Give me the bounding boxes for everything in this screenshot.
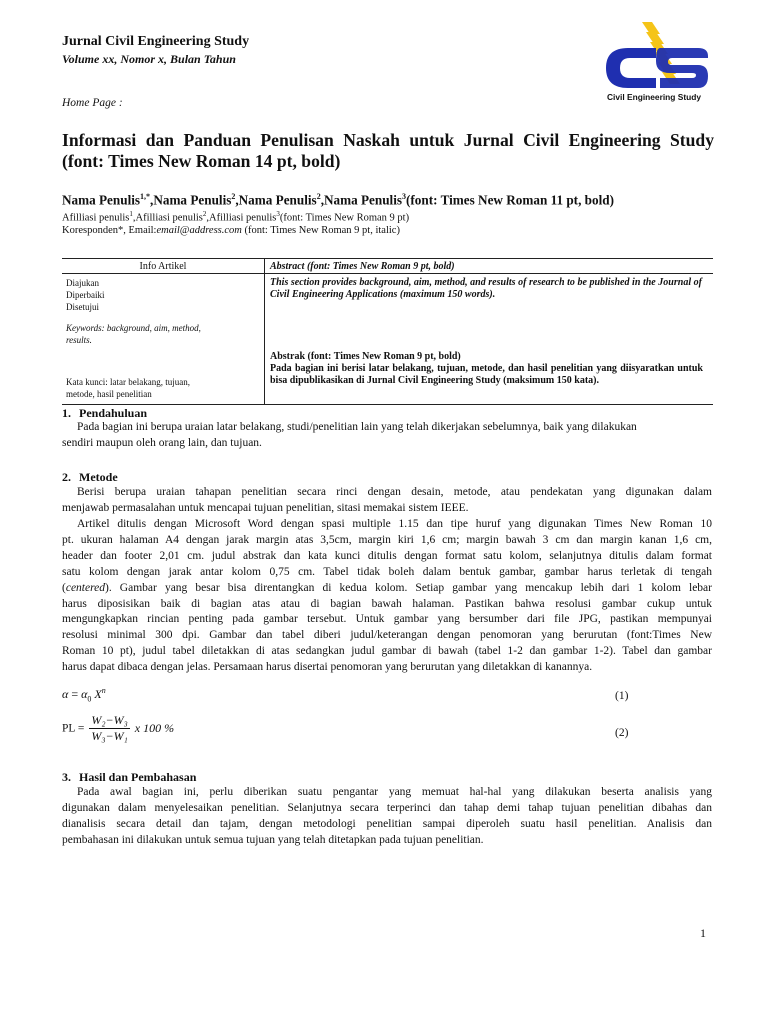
- paragraph-line: header dan footer 2,01 cm. judul abstrak dan kata kunci ditulis dengan format satu kolom, selanjutnya ditulis dalam format: [62, 549, 712, 562]
- table-column-divider: [264, 259, 265, 404]
- correspondence-line: [62, 225, 400, 236]
- equation-variable: X: [94, 687, 102, 701]
- affiliation-font-note: (font: Times New Roman 9 pt): [279, 212, 410, 224]
- paragraph-line: Pada awal bagian ini, perlu diberikan suatu pengantar yang memuat hal-hal yang dilakukan beserta analisis yang: [77, 786, 712, 798]
- equation-equals: =: [71, 687, 79, 701]
- logo-blue-letters: [606, 48, 708, 88]
- equation-2-number: (2): [615, 727, 629, 739]
- abstract-text-en: This section provides background, aim, method, and results of research to be published in the Journal of Civil Engineering Applications (maximum 150 words).: [270, 277, 702, 300]
- author-superscript: 1,*: [140, 192, 151, 201]
- paragraph-line: mengungkapkan rincian penting pada gambar tersebut. Untuk gambar yang bersumber dari file JPG, pastikan mempunyai: [62, 613, 712, 626]
- keywords-id-line2: metode, hasil penelitian: [66, 389, 152, 399]
- paragraph-line: digunakan dalam menyelesaikan penelitian. Selanjutnya secara terperinci dan tahap demi tahap tujuan penelitian dibahas dan: [62, 801, 712, 814]
- section-heading-hasil: [62, 770, 196, 785]
- page-number: 1: [700, 926, 706, 940]
- author-name: ,Nama Penulis: [320, 192, 403, 208]
- email-link[interactable]: email@address.com: [156, 225, 242, 236]
- italic-term: centered: [65, 581, 106, 594]
- correspondence-font-note: (font: Times New Roman 9 pt, italic): [241, 225, 400, 236]
- date-accepted: Disetujui: [66, 302, 99, 312]
- equation-lhs: PL =: [62, 722, 85, 735]
- equation-lhs: α: [62, 687, 69, 701]
- section-title: Metode: [79, 470, 118, 484]
- equation-2: [62, 713, 174, 744]
- section-title: Pendahuluan: [79, 406, 148, 420]
- section-number: 2.: [62, 470, 71, 484]
- equation-fraction: [89, 713, 129, 744]
- keywords-id-line1: Kata kunci: latar belakang, tujuan,: [66, 377, 190, 387]
- author-name: Nama Penulis: [62, 192, 141, 208]
- equation-1-number: (1): [615, 690, 629, 702]
- paragraph-line: dianalisis secara detail dan tajam, dengan metodologi penelitian sampai diperoleh suatu hasil penelitian. Analisis dan: [62, 817, 712, 830]
- equation-subscript: 0: [87, 694, 92, 704]
- author-list: [62, 192, 614, 208]
- paragraph-line: Pada bagian ini berupa uraian latar belakang, studi/penelitian lain yang telah dikerjakan sebelumnya, baik yang dilakukan: [77, 421, 637, 433]
- table-header-rule: [62, 273, 713, 274]
- affiliation-superscript: 1: [129, 210, 133, 218]
- paper-title: Informasi dan Panduan Penulisan Naskah untuk Jurnal Civil Engineering Study (font: Times New Roman 14 pt, bold): [62, 130, 714, 171]
- paragraph-line: sendiri maupun oleh orang lain, dan tujuan.: [62, 436, 262, 449]
- abstrak-heading: Abstrak (font: Times New Roman 9 pt, bold): [270, 351, 461, 362]
- author-font-note: (font: Times New Roman 11 pt, bold): [406, 192, 614, 208]
- keywords-en-line1: Keywords: background, aim, method,: [66, 323, 201, 333]
- equation-rest: x 100 %: [134, 721, 175, 735]
- section-number: 3.: [62, 770, 71, 784]
- affiliation-line: [62, 210, 409, 224]
- section-heading-metode: [62, 470, 118, 485]
- author-superscript: 3: [402, 192, 407, 201]
- paragraph-line: harus diposisikan baik di bagian atas atau di bagian bawah halaman. Pastikan bahwa resolusi gambar cukup untuk: [62, 597, 712, 610]
- paragraph-line: Roman 10 pt), judul tabel diletakkan di atas sedangkan judul gambar di bawah (tabel 1-2 dan gambar 1-2). Tabel dan gambar: [62, 645, 712, 658]
- section-title: Hasil dan Pembahasan: [79, 770, 197, 784]
- home-page-label[interactable]: Home Page :: [62, 97, 123, 109]
- section-2-paragraph-1: [62, 485, 712, 517]
- paragraph-line: pembahasan ini dilakukan untuk semua tujuan yang telah ditetapkan pada tujuan penelitian.: [62, 833, 484, 846]
- date-revised: Diperbaiki: [66, 290, 105, 300]
- table-top-rule: [62, 258, 713, 259]
- paragraph-line: resolusi minimal 300 dpi. Gambar dan tabel diberi judul/keterangan dengan penomoran yang berurutan (font:Times New: [62, 629, 712, 642]
- abstract-heading: Abstract (font: Times New Roman 9 pt, bold): [270, 261, 455, 272]
- author-name: ,Nama Penulis: [235, 192, 317, 208]
- abstrak-text-id: Pada bagian ini berisi latar belakang, tujuan, metode, dan hasil penelitian yang diisyaratkan untuk bisa dipublikasikan di Jurnal Civil Engineering Study (maksimum 150 kata).: [270, 363, 703, 386]
- keywords-en-line2: results.: [66, 335, 92, 345]
- affiliation-superscript: 3: [276, 210, 280, 218]
- section-3-paragraph: [62, 785, 712, 849]
- section-heading-pendahuluan: [62, 406, 147, 421]
- section-2-paragraph-2: [62, 517, 712, 676]
- paragraph-line: Berisi berupa uraian tahapan penelitian secara rinci dengan desain, metode, atau pendekatan yang digunakan dalam: [77, 486, 712, 498]
- paragraph-line: Artikel ditulis dengan Microsoft Word dengan spasi multiple 1.15 dan tipe huruf yang digunakan Times New Roman 10: [77, 518, 712, 530]
- equation-exponent: n: [101, 686, 106, 695]
- affiliation-text: ,Afilliasi penulis: [132, 212, 203, 224]
- table-bottom-rule: [62, 404, 713, 405]
- author-name: ,Nama Penulis: [150, 192, 232, 208]
- journal-name: Jurnal Civil Engineering Study: [62, 34, 250, 49]
- paragraph-line: menjawab permasalahan untuk mencapai tujuan penelitian, sitasi memakai sistem IEEE.: [62, 501, 469, 514]
- section-1-paragraph: [62, 420, 712, 452]
- author-superscript: 2: [316, 192, 321, 201]
- affiliation-superscript: 2: [202, 210, 207, 218]
- logo-caption: Civil Engineering Study: [607, 92, 701, 102]
- paragraph-line: (centered). Gambar yang besar bisa direntangkan di kedua kolom. Setiap gambar yang mencakup lebih dari 1 kolom lebar: [62, 581, 712, 594]
- fraction-denominator: W₃−W₁: [91, 729, 128, 743]
- paragraph-line: satu kolom dengan jarak antar kolom 0,75 cm. Tabel tidak boleh dalam bentuk gambar, gambar harus terletak di tengah: [62, 565, 712, 578]
- section-number: 1.: [62, 406, 71, 420]
- date-submitted: Diajukan: [66, 278, 99, 288]
- correspondence-label: Koresponden*, Email:: [62, 225, 157, 236]
- equation-1: [62, 686, 106, 703]
- affiliation-text: Afilliasi penulis: [62, 212, 130, 224]
- fraction-numerator: W₂−W₃: [91, 713, 128, 727]
- author-superscript: 2: [231, 192, 236, 201]
- paragraph-line: pt. ukuran halaman A4 dengan jarak margin atas 3,5cm, margin kiri 1,6 cm; margin bawah 3 cm dan margin kanan 1,6 cm,: [62, 533, 712, 546]
- journal-volume: Volume xx, Nomor x, Bulan Tahun: [62, 52, 236, 66]
- paragraph-line: harus dapat dibaca dengan jelas. Persamaan harus disertai penomoran yang berurutan yang diletakkan di kanannya.: [62, 661, 593, 674]
- equation-term: α: [81, 687, 88, 701]
- affiliation-text: ,Afilliasi penulis: [206, 212, 277, 224]
- article-info-heading: Info Artikel: [139, 261, 187, 272]
